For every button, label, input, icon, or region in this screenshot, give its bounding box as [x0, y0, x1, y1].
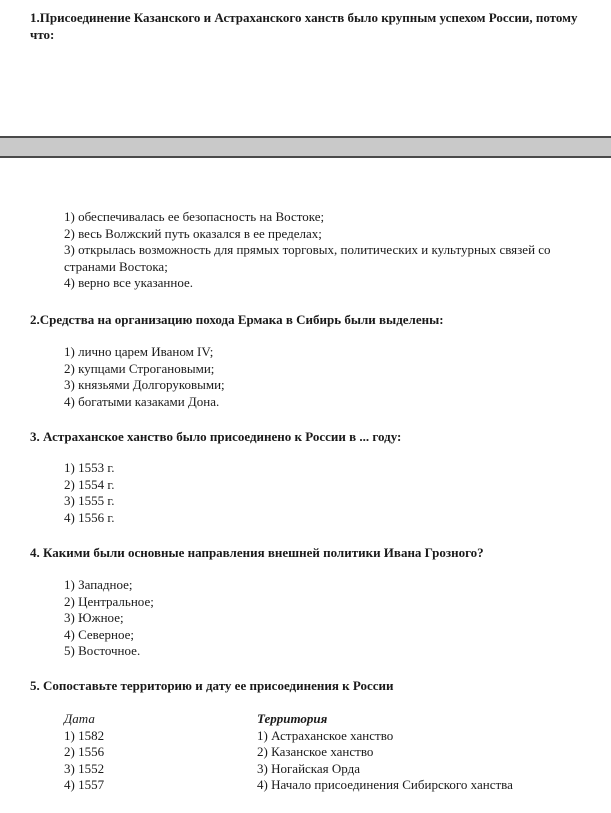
- option: 3) Южное;: [64, 610, 124, 625]
- question-4-options: [0, 577, 611, 660]
- question-3-options: [0, 460, 611, 526]
- territory-header: Территория: [257, 711, 328, 726]
- option: 2) 1554 г.: [64, 476, 115, 492]
- question-1-options: [0, 209, 611, 292]
- question-2-options: [0, 344, 611, 410]
- question-2-title: 2.Средства на организацию похода Ермака в Сибирь были выделены:: [30, 312, 444, 327]
- option: 1) обеспечивалась ее безопасность на Востоке;: [64, 209, 325, 224]
- option: 4) верно все указанное.: [64, 275, 194, 290]
- territory-item: 2) Казанское ханство: [257, 744, 374, 759]
- territory-item: 1) Астраханское ханство: [257, 727, 394, 743]
- option: 2) купцами Строгановыми;: [64, 360, 215, 376]
- question-3-title: 3. Астраханское ханство было присоединено к России в ... году:: [30, 429, 402, 444]
- date-item: 1) 1582: [64, 727, 105, 743]
- option: 3) 1555 г.: [64, 493, 115, 508]
- option: 1) 1553 г.: [64, 460, 115, 475]
- option: 4) богатыми казаками Дона.: [64, 393, 220, 409]
- option: 4) Северное;: [64, 626, 135, 642]
- territory-item: 4) Начало присоединения Сибирского ханства: [257, 777, 513, 792]
- date-item: 2) 1556: [64, 744, 105, 759]
- date-header: Дата: [64, 711, 95, 726]
- option: 1) лично царем Иваном IV;: [64, 344, 214, 359]
- option: 4) 1556 г.: [64, 509, 115, 525]
- option: 1) Западное;: [64, 577, 133, 592]
- question-4-title: 4. Какими были основные направления внешней политики Ивана Грозного?: [30, 545, 484, 560]
- option: 2) весь Волжский путь оказался в ее пределах;: [64, 225, 322, 241]
- date-item: 3) 1552: [64, 760, 105, 776]
- option: 5) Восточное.: [64, 643, 141, 658]
- date-item: 4) 1557: [64, 777, 105, 792]
- section-divider: [0, 136, 611, 158]
- dates-column: [64, 711, 244, 794]
- option: 3) открылась возможность для прямых торговых, политических и культурных связей со странами Востока;: [64, 242, 551, 274]
- question-1-title: 1.Присоединение Казанского и Астраханского ханств было крупным успехом России, потому что:: [30, 10, 578, 42]
- option: 3) князьями Долгоруковыми;: [64, 377, 225, 392]
- territory-item: 3) Ногайская Орда: [257, 760, 361, 776]
- option: 2) Центральное;: [64, 593, 154, 609]
- question-5-title: 5. Сопоставьте территорию и дату ее присоединения к России: [30, 678, 394, 693]
- territories-column: [257, 711, 607, 794]
